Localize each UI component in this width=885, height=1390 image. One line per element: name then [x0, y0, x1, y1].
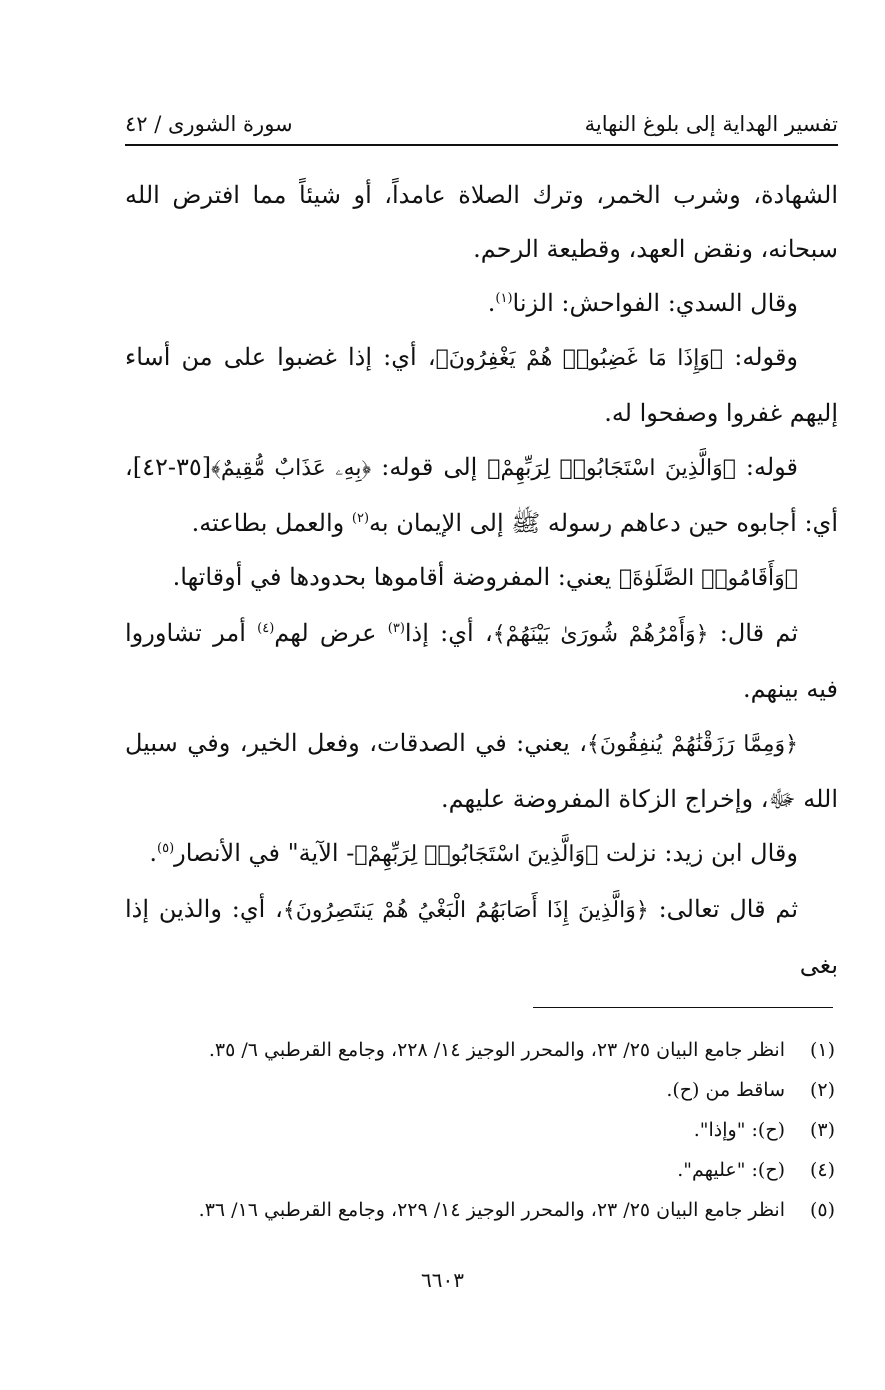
- footnote-ref-2: (٢): [351, 511, 370, 526]
- footnote-item: [140, 1110, 835, 1150]
- footnote-number: (٥): [809, 1199, 835, 1221]
- p4-end: والعمل بطاعته.: [191, 509, 352, 537]
- p5-post: يعني: المفروضة أقاموها بحدودها في أوقاتها.: [172, 563, 620, 591]
- quran-verse: ﴿وَإِذَا مَا غَضِبُوا۟ هُمْ يَغْفِرُونَ﴾: [435, 346, 724, 371]
- paragraph-1: الشهادة، وشرب الخمر، وترك الصلاة عامداً، أو شيئاً مما افترض الله سبحانه، ونقض العهد، وقطيعة الرحم.: [125, 181, 838, 263]
- quran-verse: ﴿وَالَّذِينَ إِذَا أَصَابَهُمُ الْبَغْيُ هُمْ يَنتَصِرُونَ﴾: [282, 898, 649, 923]
- p6-mid1: ، أي: إذا: [404, 619, 493, 647]
- p8-pre: وقال ابن زيد: نزلت: [598, 839, 798, 867]
- paragraph-7: [125, 716, 838, 826]
- paragraph-4: [125, 440, 838, 550]
- p8-end: .: [149, 839, 157, 867]
- footnote-item: [140, 1070, 835, 1110]
- main-text: [125, 168, 838, 992]
- p6-pre: ثم قال:: [708, 619, 799, 647]
- p6-mid2: عرض لهم: [274, 619, 388, 647]
- p2-end: .: [487, 289, 496, 317]
- p4-pre: قوله:: [735, 453, 799, 481]
- footnote-ref-1: (١): [495, 291, 513, 306]
- header-rule: [125, 144, 838, 146]
- paragraph-9: [125, 882, 838, 992]
- surah-label: سورة الشورى / ٤٢: [125, 112, 293, 136]
- footnote-item: [140, 1190, 835, 1230]
- p6-end: أمر تشاوروا فيه بينهم.: [125, 619, 838, 703]
- footnote-number: (٤): [809, 1159, 835, 1181]
- footnote-text: (ح): "عليهم".: [677, 1159, 785, 1181]
- paragraph-5: [125, 550, 838, 606]
- running-header: [125, 96, 838, 136]
- paragraph-3: [125, 330, 838, 440]
- p8-mid: - الآية" في الأنصار: [174, 839, 355, 867]
- footnote-number: (٢): [809, 1079, 835, 1101]
- quran-verse: ﴿وَالَّذِينَ اسْتَجَابُوا۟ لِرَبِّهِمْ﴾: [354, 842, 599, 867]
- p4-mid: إلى قوله:: [371, 453, 488, 481]
- footnote-item: [140, 1150, 835, 1190]
- p2-text: وقال السدي: الفواحش: الزنا: [512, 289, 798, 317]
- p3-post: ، أي: إذا غضبوا على من أساء إليهم غفروا وصفحوا له.: [125, 343, 838, 427]
- paragraph-8: [125, 826, 838, 882]
- footnote-number: (١): [809, 1039, 835, 1061]
- quran-verse: ﴿وَمِمَّا رَزَقْنَٰهُمْ يُنفِقُونَ﴾: [586, 732, 798, 757]
- book-title: تفسير الهداية إلى بلوغ النهاية: [584, 112, 838, 136]
- footnotes: [140, 1030, 835, 1230]
- footnote-text: انظر جامع البيان ٢٥/ ٢٣، والمحرر الوجيز ١٤/ ٢٢٨، وجامع القرطبي ٦/ ٣٥.: [208, 1039, 785, 1061]
- p3-pre: وقوله:: [723, 343, 799, 371]
- footnote-item: [140, 1030, 835, 1070]
- quran-verse: ﴿بِهِۦ عَذَابٌ مُّقِيمٌ﴾: [211, 456, 372, 481]
- page-number: ٦٦٠٣: [421, 1268, 464, 1292]
- quran-verse: ﴿وَأَقَامُوا۟ الصَّلَوٰةَ﴾: [619, 566, 798, 591]
- quran-verse: ﴿وَأَمْرُهُمْ شُورَىٰ بَيْنَهُمْ﴾: [492, 622, 709, 647]
- p7-post: ، يعني: في الصدقات، وفعل الخير، وفي سبيل الله ﷻ، وإخراج الزكاة المفروضة عليهم.: [125, 729, 838, 813]
- p9-post: ، أي: والذين إذا بغى: [125, 895, 838, 979]
- footnote-text: ساقط من (ح).: [666, 1079, 785, 1101]
- footnote-text: انظر جامع البيان ٢٥/ ٢٣، والمحرر الوجيز ١٤/ ٢٢٩، وجامع القرطبي ١٦/ ٣٦.: [198, 1199, 785, 1221]
- paragraph-6: [125, 606, 838, 716]
- footnote-ref-4: (٤): [257, 621, 275, 636]
- footnote-text: (ح): "وإذا".: [693, 1119, 785, 1141]
- verse-reference: [٣٥-٤٢]: [132, 453, 212, 481]
- quran-verse: ﴿وَالَّذِينَ اسْتَجَابُوا۟ لِرَبِّهِمْ﴾: [487, 456, 736, 481]
- footnote-number: (٣): [809, 1119, 835, 1141]
- footnote-ref-5: (٥): [157, 841, 175, 856]
- paragraph-2: [125, 276, 838, 330]
- footnote-separator: [533, 1007, 833, 1008]
- p4-post: ، أي: أجابوه حين دعاهم رسوله ﷺ إلى الإيمان به: [125, 453, 838, 537]
- footnote-ref-3: (٣): [387, 621, 405, 636]
- p9-pre: ثم قال تعالى:: [648, 895, 799, 923]
